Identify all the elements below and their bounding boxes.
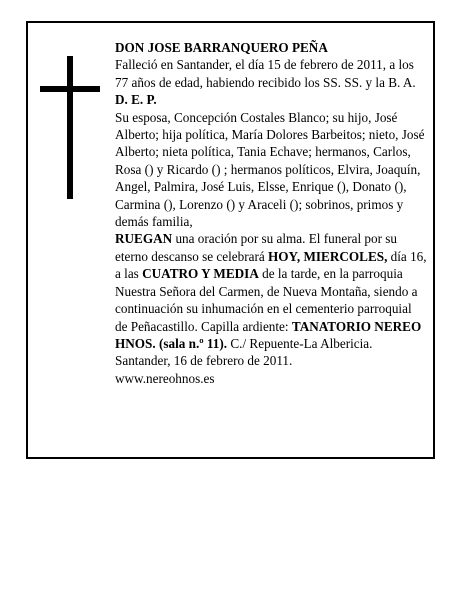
ruegan-text: RUEGAN (115, 231, 173, 247)
date-line: Santander, 16 de febrero de 2011. (115, 353, 293, 369)
funeral-day: HOY, MIERCOLES, (268, 248, 388, 264)
dep-line: D. E. P. (115, 92, 157, 108)
deceased-name: DON JOSE BARRANQUERO PEÑA (115, 40, 328, 55)
cross-horizontal-bar (40, 86, 100, 92)
obituary-notice (26, 21, 435, 459)
family-paragraph: Su esposa, Concepción Costales Blanco; su hijo, José Alberto; hija política, María Dolores Barbeitos; nieto, José Alberto; nieta política, Tania Echave; hermanos, Carlos, Rosa () y Ricardo () ; hermanos políticos, Elvira, Joaquín, Angel, Palmira, José Luis, Elsse, Enrique (), Donato (), Carmina (), Lorenzo () y Araceli (); sobrinos, primos y demás familia, (115, 109, 425, 230)
funeral-time: CUATRO Y MEDIA (142, 266, 259, 282)
funeral-paragraph (115, 230, 427, 352)
funeral-place: de la tarde, en la parroquia Nuestra Señora del Carmen, de Nueva Montaña, siendo a continuación su inhumación en el cementerio parroquial de Peñacastillo. Capilla ardiente: (115, 266, 418, 334)
death-paragraph: Falleció en Santander, el día 15 de febrero de 2011, a los 77 años de edad, habiendo recibido los SS. SS. y la B. A. (115, 57, 416, 90)
ruegan-rest: una oración por su alma. El funeral por su eterno descanso se celebrará (115, 231, 398, 264)
website-link[interactable]: www.nereohnos.es (115, 370, 215, 386)
funeral-day-rest: día 16, a las (115, 248, 427, 282)
tanatorio-name: TANATORIO NEREO HNOS. (sala n.º 11). (115, 318, 422, 351)
cross-icon (40, 56, 100, 199)
tanatorio-address: C./ Repuente-La Albericia. (227, 335, 373, 351)
cross-vertical-bar (67, 56, 73, 199)
notice-text (115, 39, 427, 387)
